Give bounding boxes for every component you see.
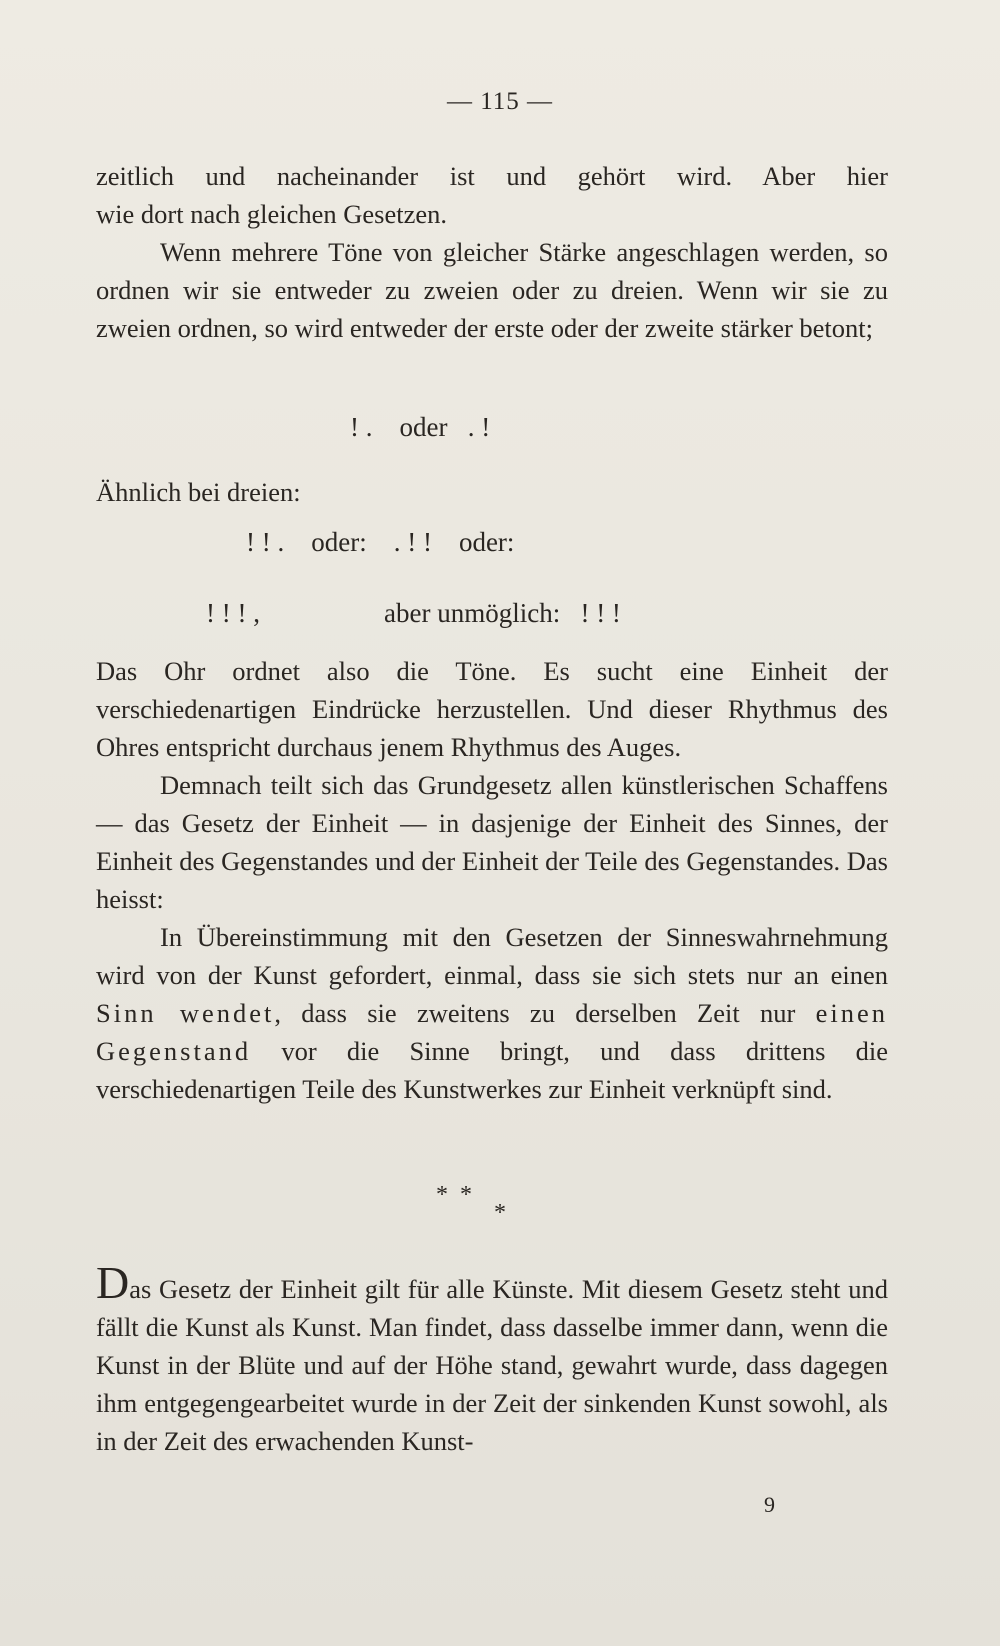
paragraph-tones xyxy=(96,233,888,347)
page-number-header: — 115 — xyxy=(446,88,554,115)
paragraph-unity xyxy=(96,1257,888,1460)
paragraph-ear xyxy=(96,652,888,766)
section-divider-star: * xyxy=(494,1200,506,1226)
text-line: wie dort nach gleichen Gesetzen. xyxy=(96,199,447,229)
text-run: as Gesetz der Einheit gilt für alle Künste. Mit diesem Gesetz steht und fällt die Kunst als Kunst. Man findet, dass dasselbe immer dann, wenn die Kunst in der Blüte und auf der Höhe stand, gewahrt wurde, dass dagegen ihm entgegengearbeitet wurde in der Zeit der sinkenden Kunst sowohl, als in der Zeit des erwachenden Kunst- xyxy=(96,1274,888,1456)
text-line: Ähnlich bei dreien: xyxy=(96,477,301,507)
paragraph-law xyxy=(96,766,888,918)
section-divider-stars: * * xyxy=(436,1182,472,1208)
paragraph-text: Wenn mehrere Töne von gleicher Stärke angeschlagen werden, so ordnen wir sie entweder zu zweien oder zu dreien. Wenn wir sie zu zweien ordnen, so wird entweder der erste oder der zweite stärker betont; xyxy=(96,237,888,343)
text-line: zeitlich und nacheinander ist und gehört wird. Aber hier xyxy=(96,161,888,191)
paragraph-continuation xyxy=(96,157,888,233)
paragraph-three xyxy=(96,473,888,511)
emphasized-text: einen Gegenstand xyxy=(96,998,888,1066)
paragraph-text xyxy=(96,1257,888,1460)
paragraph-text: Das Ohr ordnet also die Töne. Es sucht eine Einheit der verschiedenartigen Eindrücke herzustellen. Und dieser Rhythmus des Ohres entspricht durchaus jenem Rhythmus des Auges. xyxy=(96,656,888,762)
text-run: , dass sie zweitens zu derselben Zeit nur xyxy=(274,998,796,1028)
text-run: vor die Sinne bringt, und dass drittens die verschiedenartigen Teile des Kunstwerkes zur Einheit verknüpft sind. xyxy=(96,1036,888,1104)
emphasized-text: Sinn wendet xyxy=(96,998,275,1028)
signature-mark: 9 xyxy=(764,1492,775,1517)
paragraph-text: Demnach teilt sich das Grundgesetz allen künstlerischen Schaffens — das Gesetz der Einheit — in dasjenige der Einheit des Sinnes, der Einheit des Gegenstandes und der Einheit der Teile des Gegenstandes. Das heisst: xyxy=(96,770,888,914)
rhythm-pattern-impossible: aber unmöglich: ! ! ! xyxy=(384,598,621,628)
text-run: In Übereinstimmung mit den Gesetzen der Sinneswahrnehmung wird von der Kunst gefordert, einmal, dass sie sich stets nur an einen xyxy=(96,922,888,990)
rhythm-pattern-three-alt: ! ! ! , xyxy=(206,598,260,628)
paragraph-requirements xyxy=(96,918,888,1108)
initial-letter: D xyxy=(96,1257,130,1308)
rhythm-pattern-two: ! . oder . ! xyxy=(350,412,491,442)
rhythm-pattern-three: ! ! . oder: . ! ! oder: xyxy=(246,527,515,557)
paragraph-text xyxy=(96,918,888,1108)
